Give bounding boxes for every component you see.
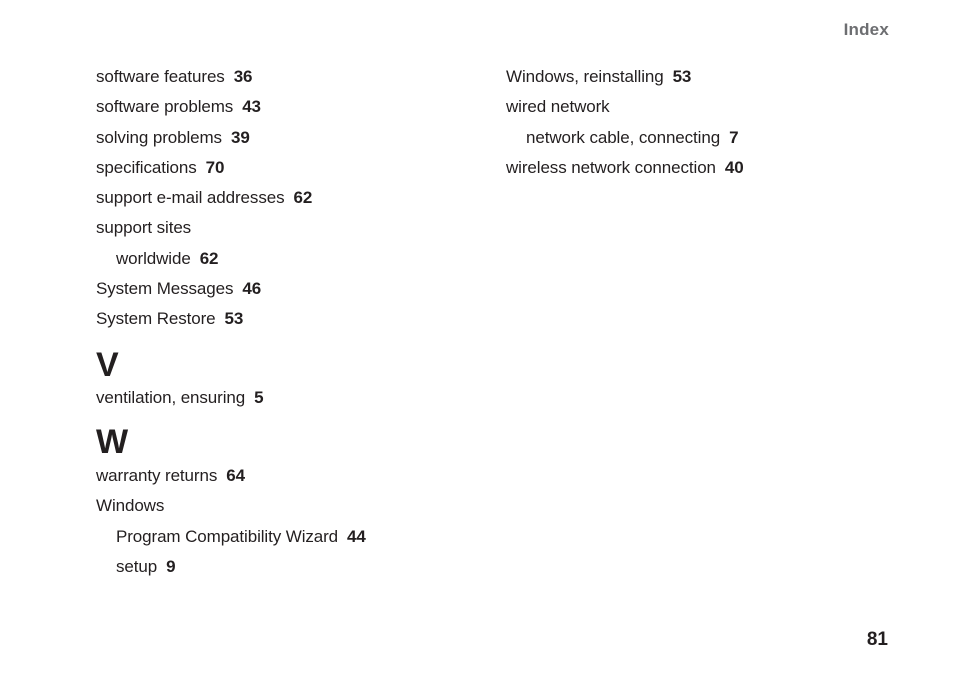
index-subentry [506,123,906,153]
page-reference: 46 [242,279,262,299]
page-reference: 40 [724,157,744,177]
section-letter-w: W [96,422,129,461]
page-reference: 5 [254,387,264,407]
page-reference: 53 [224,309,244,329]
index-entry [96,304,476,334]
index-entry [96,183,476,213]
index-entry [506,92,906,122]
index-term: wireless network connection [506,157,716,177]
index-term: support e-mail addresses [96,188,285,208]
page-reference: 70 [205,157,225,177]
index-entry [96,274,476,304]
index-entry [96,461,476,491]
page-number: 81 [866,629,888,650]
index-entry [96,383,476,413]
index-term: specifications [96,157,197,177]
index-entry [96,491,476,521]
page-reference: 44 [347,526,366,546]
index-term: support sites [96,218,192,238]
index-entry [96,213,476,243]
page-reference: 39 [230,127,250,147]
page-reference: 53 [672,67,692,86]
index-term: network cable, connecting [526,127,721,147]
index-term: wired network [506,97,610,117]
page-reference: 9 [166,556,176,576]
page-reference: 64 [226,465,245,485]
index-entry [96,153,476,183]
index-subentry [96,552,476,582]
page-reference: 43 [242,97,261,117]
index-term: Windows [96,496,165,516]
index-entry [506,153,906,183]
page-reference: 7 [729,127,739,147]
index-subentry [96,522,476,552]
page-reference: 62 [293,188,313,208]
index-term: Windows, reinstalling [506,67,664,86]
index-entry [96,62,476,92]
page-reference: 36 [233,67,253,86]
index-term: System Messages [96,279,234,299]
index-entry [506,62,906,92]
index-term: software problems [96,97,234,117]
index-term: solving problems [96,127,222,147]
index-entry [96,92,476,122]
index-column-left [96,62,476,582]
page-reference: 62 [199,248,219,268]
running-head: Index [843,20,889,39]
index-term: worldwide [116,248,191,268]
index-entry [96,123,476,153]
index-term: warranty returns [96,465,218,485]
index-subentry [96,244,476,274]
index-term: System Restore [96,309,216,329]
index-term: ventilation, ensuring [96,387,246,407]
index-column-right [506,62,906,183]
index-term: software features [96,67,225,86]
section-letter-v: V [96,345,119,384]
index-term: setup [116,556,158,576]
index-term: Program Compatibility Wizard [116,526,339,546]
